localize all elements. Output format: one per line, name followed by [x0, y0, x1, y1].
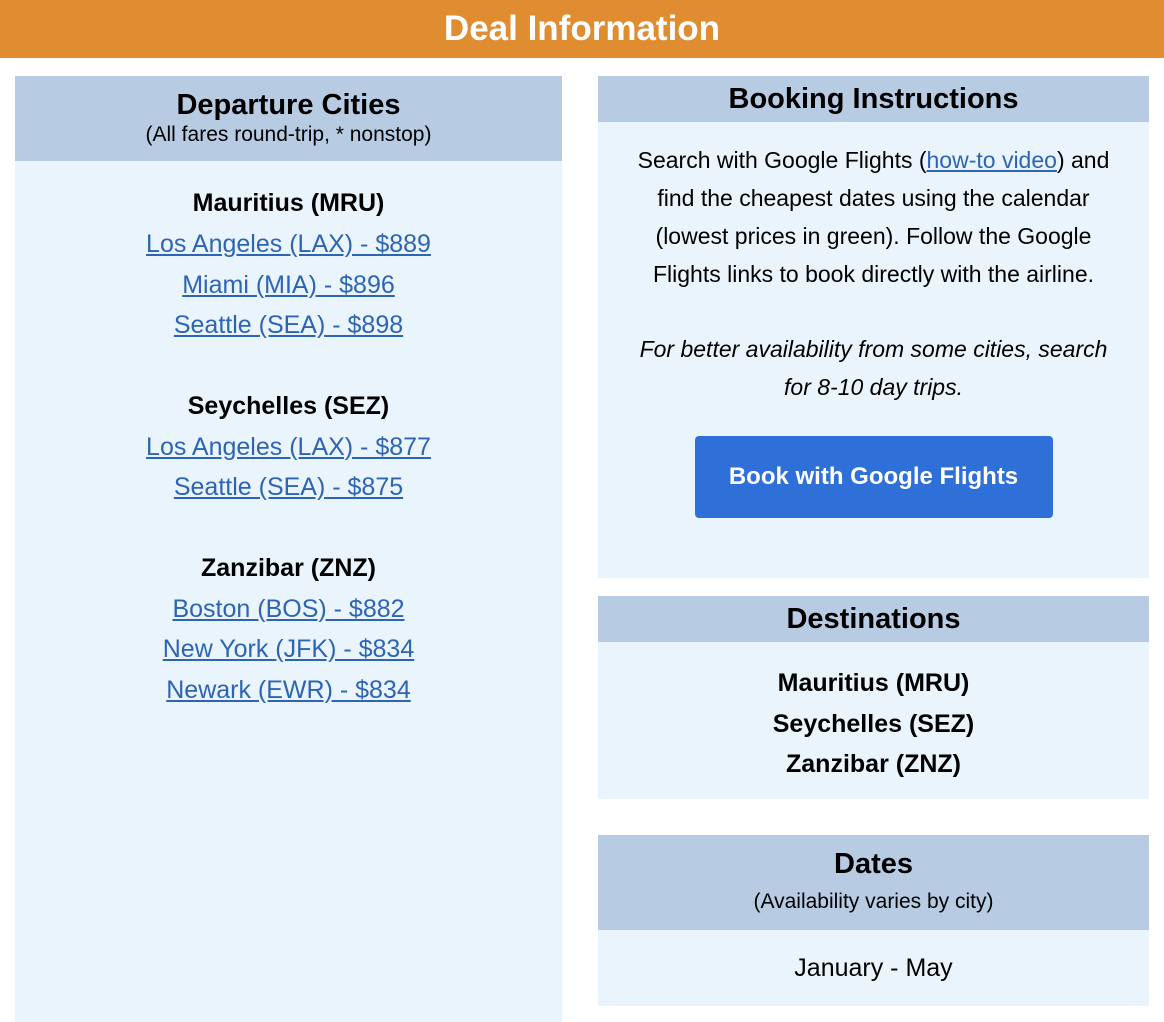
- availability-note: For better availability from some cities, search for 8-10 day trips.: [639, 336, 1108, 400]
- dates-value: January - May: [794, 954, 953, 982]
- fare-link[interactable]: Los Angeles (LAX) - $877: [146, 432, 431, 461]
- fare-link[interactable]: Boston (BOS) - $882: [172, 594, 405, 623]
- booking-instructions-header: [598, 76, 1149, 122]
- fare-link[interactable]: Seattle (SEA) - $875: [173, 473, 404, 501]
- fare-link[interactable]: Los Angeles (LAX) - $889: [146, 230, 431, 258]
- fare-link[interactable]: New York (JFK) - $834: [162, 635, 415, 663]
- departure-cities-subtitle: (All fares round-trip, * nonstop): [145, 123, 432, 146]
- destinations-panel: [598, 596, 1149, 799]
- destination-group-zanzibar: [15, 548, 562, 711]
- booking-instructions-title: Booking Instructions: [728, 82, 1019, 115]
- group-name: Zanzibar (ZNZ): [201, 553, 376, 582]
- fare-link[interactable]: Newark (EWR) - $834: [166, 675, 411, 704]
- deal-information-banner: [0, 0, 1164, 58]
- book-with-google-flights-button[interactable]: Book with Google Flights: [695, 436, 1053, 518]
- destination-item: Seychelles (SEZ): [772, 709, 975, 738]
- dates-panel: [598, 835, 1149, 1006]
- dates-subtitle: (Availability varies by city): [753, 890, 994, 913]
- destination-item: Mauritius (MRU): [777, 669, 970, 697]
- group-name: Seychelles (SEZ): [187, 391, 390, 420]
- booking-text-before-link: Search with Google Flights (: [637, 147, 927, 173]
- destination-item: Zanzibar (ZNZ): [786, 750, 961, 778]
- departure-groups: [15, 161, 562, 710]
- fare-link[interactable]: Seattle (SEA) - $898: [173, 311, 404, 339]
- destinations-list: [598, 642, 1149, 785]
- departure-cities-title: Departure Cities: [176, 89, 401, 121]
- dates-header: [598, 835, 1149, 930]
- departure-cities-panel: [15, 76, 562, 1022]
- destinations-header: [598, 596, 1149, 642]
- how-to-video-link[interactable]: how-to video: [926, 147, 1057, 173]
- group-name: Mauritius (MRU): [192, 189, 385, 217]
- booking-instructions-text: [628, 141, 1119, 293]
- fare-link[interactable]: Miami (MIA) - $896: [182, 270, 395, 299]
- booking-instructions-body: [598, 122, 1149, 518]
- destinations-title: Destinations: [786, 602, 961, 635]
- departure-cities-header: [15, 76, 562, 161]
- booking-text-after-link: ) and find the cheapest dates using the calendar (lowest prices in green). Follow the Google Flights links to book directly with the airline.: [652, 147, 1110, 287]
- dates-title: Dates: [834, 848, 913, 880]
- destination-group-mauritius: [15, 183, 562, 346]
- booking-instructions-panel: [598, 76, 1149, 578]
- banner-title: Deal Information: [443, 9, 721, 48]
- destination-group-seychelles: [15, 386, 562, 508]
